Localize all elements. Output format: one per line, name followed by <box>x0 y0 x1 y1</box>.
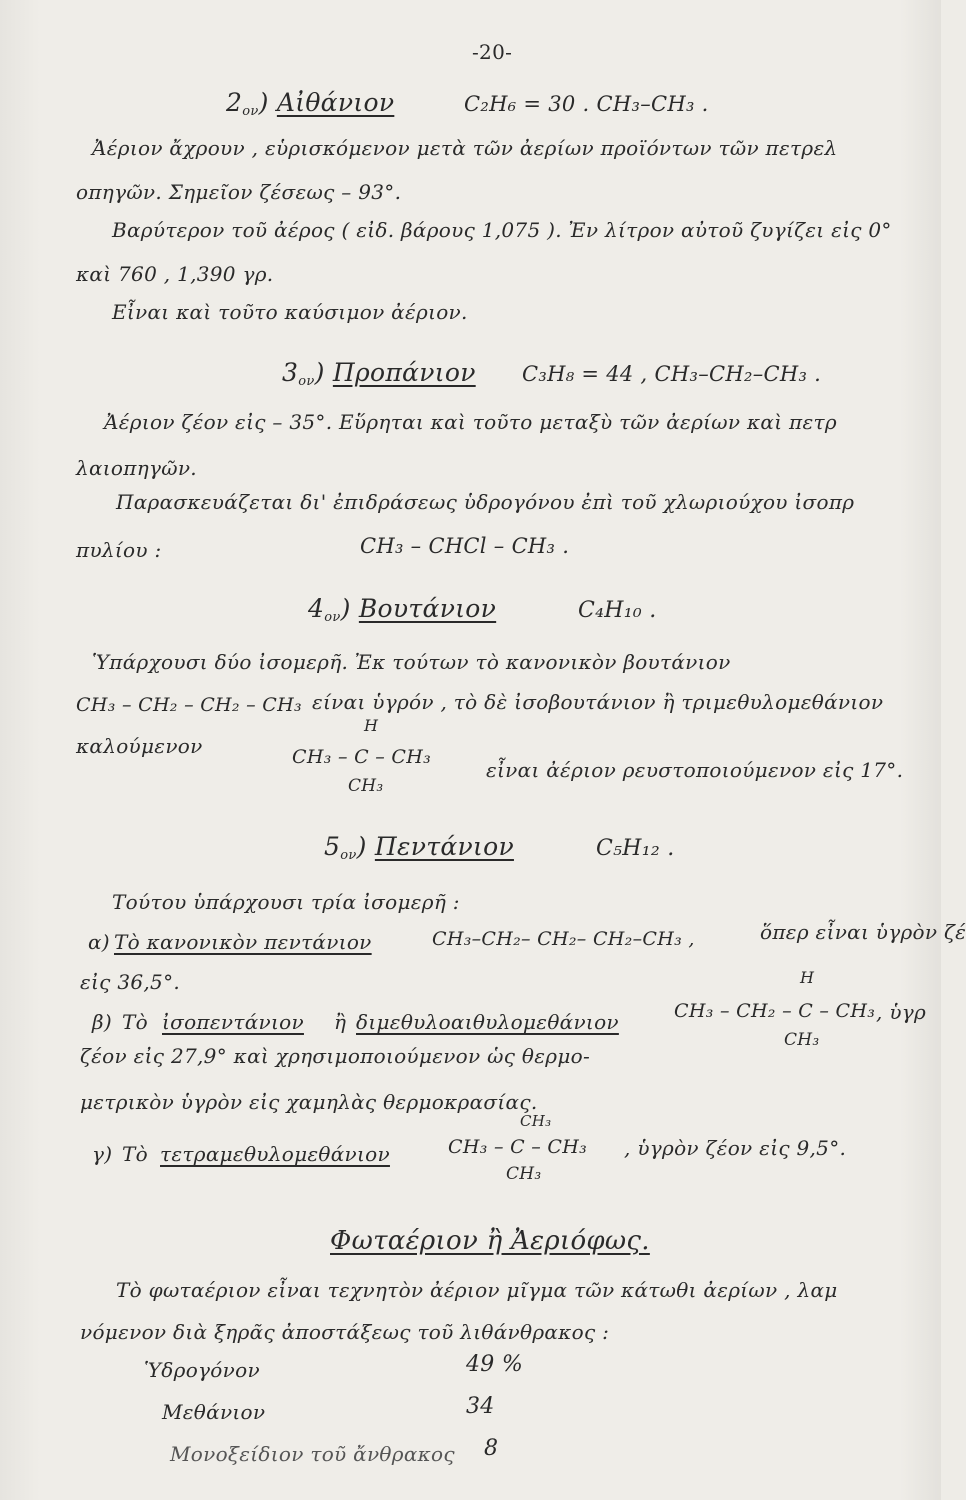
text-line: μετρικὸν ὑγρὸν εἰς χαμηλὰς θερμοκρασίας. <box>80 1090 538 1114</box>
text-line: Παρασκευάζεται δι' ἐπιδράσεως ὑδρογόνου ἐπὶ τοῦ χλωριούχου ἰσοπρ <box>116 490 855 514</box>
text-line: Τὸ φωταέριον εἶναι τεχνητὸν ἀέριον μῖγμα τῶν κάτωθι ἀερίων , λαμ <box>116 1278 838 1302</box>
pentane-formula: C₅H₁₂ . <box>596 836 675 861</box>
gas-component-value: 8 <box>484 1436 499 1461</box>
section-title: Αἰθάνιον <box>276 88 395 117</box>
section-heading-ethane: $2^{o\nu}$) Αἰθάνιον <box>226 88 395 119</box>
text-line: Ἀέριον ζέον εἰς – 35°. Εὕρηται καὶ τοῦτο μεταξὺ τῶν ἀερίων καὶ πετρ <box>104 410 837 434</box>
text-line: Ὑπάρχουσι δύο ἰσομερῆ. Ἐκ τούτων τὸ κανονικὸν βουτάνιον <box>92 650 731 674</box>
text-line: καὶ 760 , 1,390 γρ. <box>76 262 274 286</box>
gas-component-name: Μεθάνιον <box>162 1400 266 1424</box>
section-title: Βουτάνιον <box>358 594 497 623</box>
isobutane-formula: CH₃ – C – CH₃ <box>292 746 432 768</box>
section-heading-pentane: $5^{o\nu}$) Πεντάνιον <box>324 832 514 863</box>
section-heading-butane: $4^{o\nu}$) Βουτάνιον <box>308 594 497 625</box>
isomer-a-formula: CH₃–CH₂– CH₂– CH₂–CH₃ , <box>432 928 695 950</box>
text-line: , ὑγρ <box>876 1000 927 1024</box>
isomer-b-alt-name: διμεθυλοαιθυλομεθάνιον <box>356 1010 619 1034</box>
isomer-c-the: Τὸ <box>122 1142 148 1166</box>
section-title: Πεντάνιον <box>374 832 514 861</box>
isobutane-bottom: CH₃ <box>348 776 384 796</box>
section-ordinal: ον <box>324 610 341 625</box>
text-line: οπηγῶν. Σημεῖον ζέσεως – 93°. <box>76 180 402 204</box>
text-line: Εἶναι καὶ τοῦτο καύσιμον ἀέριον. <box>112 300 468 324</box>
isomer-c-top: CH₃ <box>520 1112 552 1130</box>
propane-formula: C₃H₈ = 44 , CH₃–CH₂–CH₃ . <box>522 362 822 386</box>
isomer-b-or: ἢ <box>334 1010 347 1034</box>
isomer-a-label: α) <box>88 930 110 954</box>
text-line: Τούτου ὑπάρχουσι τρία ἰσομερῆ : <box>112 890 460 914</box>
gas-component-name: Μονοξείδιον τοῦ ἄνθρακος <box>170 1442 455 1466</box>
isomer-c-label: γ) <box>92 1142 113 1166</box>
section-ordinal: ον <box>340 848 357 863</box>
propane-chloride-formula: CH₃ – CHCl – CH₃ . <box>360 534 570 558</box>
isomer-c-bottom: CH₃ <box>506 1164 542 1184</box>
section-number: 3 <box>282 358 299 387</box>
section-ordinal: ον <box>298 374 315 389</box>
text-line: πυλίου : <box>76 538 162 562</box>
coal-gas-title: Φωταέριον ἢ Ἀεριόφως. <box>330 1226 650 1256</box>
section-number: 5 <box>324 832 341 861</box>
section-title: Προπάνιον <box>332 358 476 387</box>
text-line: είναι ὑγρόν , τὸ δὲ ἰσοβουτάνιον ἢ τριμεθυλομεθάνιον <box>312 690 884 714</box>
ethane-formula: C₂H₆ = 30 . CH₃–CH₃ . <box>464 92 709 116</box>
text-line: νόμενον διὰ ξηρᾶς ἀποστάξεως τοῦ λιθάνθρακος : <box>80 1320 610 1344</box>
text-line: , ὑγρὸν ζέον εἰς 9,5°. <box>624 1136 847 1160</box>
text-line: Βαρύτερον τοῦ ἀέρος ( εἰδ. βάρους 1,075 ). Ἐν λίτρον αὐτοῦ ζυγίζει εἰς 0° <box>112 218 892 242</box>
page-number: -20- <box>472 40 513 64</box>
isomer-a-name: Τὸ κανονικὸν πεντάνιον <box>114 930 372 954</box>
isomer-b-h: H <box>800 968 815 987</box>
isomer-b-bottom: CH₃ <box>784 1030 820 1050</box>
isomer-b-the: Τὸ <box>122 1010 148 1034</box>
section-ordinal: ον <box>242 104 259 119</box>
isobutane-h: H <box>364 716 379 735</box>
n-butane-formula: CH₃ – CH₂ – CH₂ – CH₃ <box>76 694 302 716</box>
section-number: 4 <box>308 594 325 623</box>
text-line: λαιοπηγῶν. <box>76 456 197 480</box>
section-number: 2 <box>226 88 243 117</box>
section-heading-propane: $3^{o\nu}$) Προπάνιον <box>282 358 476 389</box>
gas-component-value: 49 % <box>466 1352 524 1377</box>
text-line: ζέον εἰς 27,9° καὶ χρησιμοποιούμενον ὡς θερμο- <box>80 1044 591 1068</box>
isomer-b-formula: CH₃ – CH₂ – C – CH₃ <box>674 1000 876 1022</box>
isomer-b-name: ἰσοπεντάνιον <box>162 1010 304 1034</box>
isomer-c-formula: CH₃ – C – CH₃ <box>448 1136 588 1158</box>
text-line: καλούμενον <box>76 734 203 758</box>
text-line: εἰς 36,5°. <box>80 970 181 994</box>
gas-component-value: 34 <box>466 1394 495 1419</box>
text-line: ὅπερ εἶναι ὑγρὸν ζέ <box>760 920 966 944</box>
isomer-c-name: τετραμεθυλομεθάνιον <box>160 1142 390 1166</box>
gas-component-name: Ὑδρογόνον <box>144 1358 260 1382</box>
text-line: εἶναι ἀέριον ρευστοποιούμενον εἰς 17°. <box>486 758 904 782</box>
isomer-b-label: β) <box>92 1010 112 1034</box>
text-line: Ἀέριον ἄχρουν , εὑρισκόμενον μετὰ τῶν ἀερίων προϊόντων τῶν πετρελ <box>92 136 838 160</box>
butane-formula: C₄H₁₀ . <box>578 598 657 623</box>
